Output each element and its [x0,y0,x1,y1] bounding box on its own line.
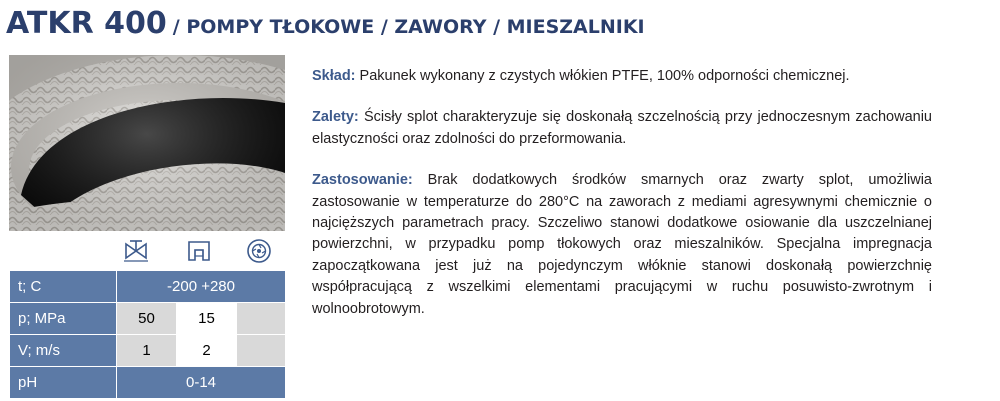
advantages-label: Zalety: [312,109,359,126]
piston-pump-icon [186,238,212,264]
application-paragraph [312,170,932,320]
temperature-value: -200 +280 [117,271,286,303]
table-row [10,335,286,367]
product-photo [9,55,285,231]
pressure-label: p; MPa [10,303,117,335]
composition-paragraph [312,66,932,87]
pressure-value-2: 15 [177,303,237,335]
ph-value: 0-14 [117,367,286,399]
product-applications: / POMPY TŁOKOWE / ZAWORY / MIESZALNIKI [172,16,645,38]
pressure-value-1: 50 [117,303,177,335]
valve-icon [123,238,149,264]
table-row [10,303,286,335]
ph-label: pH [10,367,117,399]
application-text: Brak dodatkowych środków smarnych oraz zwarty splot, umożliwia zastosowanie w temperaturze do 280°C na zaworach z mediami agresywnymi chemicznie o najcięższych parametrach pracy. Szczeliwo stanowi dodatkowe osiowanie dla uszczelnianej powierzchni, w przypadku pomp tłokowych oraz mieszalników. Specjalna impregnacja zapoczątkowana jest już na pojedynczym włóknie stanowi doskonałą powierzchnię współpracującą z wszelkimi elementami pracującymi w ruchu posuwisto-zwrotnym i wolnoobrotowym. [312,172,932,317]
mixer-icon [246,238,272,264]
table-row [10,271,286,303]
composition-text: Pakunek wykonany z czystych włókien PTFE, 100% odporności chemicznej. [355,68,850,84]
product-code: ATKR 400 [6,6,167,41]
table-row [10,367,286,399]
pressure-value-3 [237,303,286,335]
speed-value-2: 2 [177,335,237,367]
advantages-paragraph [312,107,932,150]
speed-value-3 [237,335,286,367]
page-title [6,2,645,46]
application-icons [9,233,285,269]
speed-value-1: 1 [117,335,177,367]
braided-packing-image [9,55,285,231]
application-label: Zastosowanie: [312,172,413,189]
product-description [312,66,932,340]
composition-label: Skład: [312,68,356,84]
speed-label: V; m/s [10,335,117,367]
temperature-label: t; C [10,271,117,303]
parameters-table [9,270,286,399]
advantages-text: Ścisły splot charakteryzuje się doskonałą szczelnością przy jednoczesnym zachowaniu elastyczności oraz zdolności do przeformowania. [312,109,932,147]
